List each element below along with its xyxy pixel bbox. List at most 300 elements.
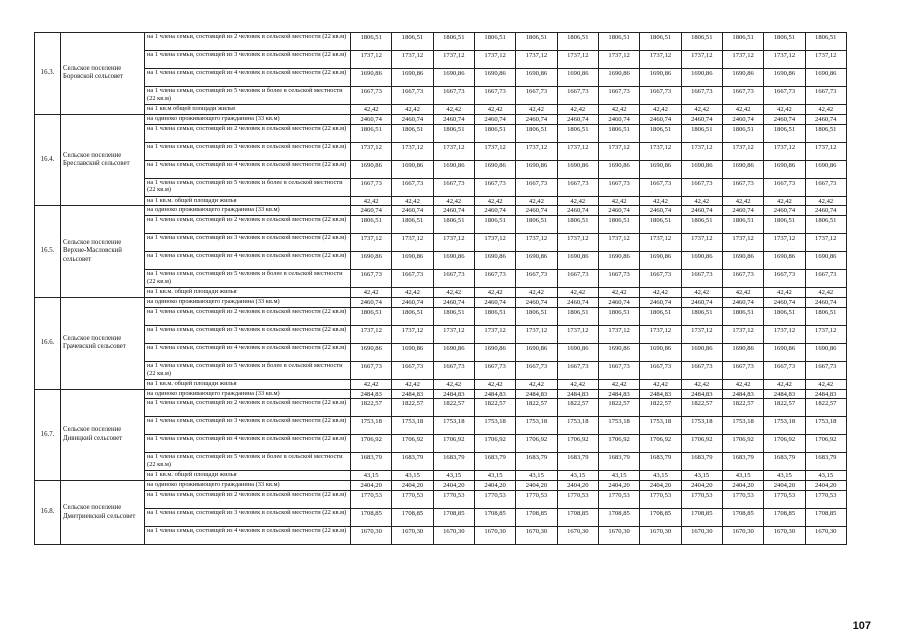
month-value-cell: 1706,92 [557, 435, 598, 453]
norm-description: на 1 члена семьи, состоящей из 2 человек в сельской местности (22 кв.м) [145, 307, 351, 325]
month-value-cell: 1690,86 [516, 160, 557, 178]
month-value-cell: 2404,20 [516, 481, 557, 491]
settlement-number: 16.3. [35, 33, 61, 115]
month-value-cell: 1708,85 [516, 508, 557, 526]
month-value-cell: 1667,73 [598, 178, 639, 196]
month-value-cell: 1667,73 [764, 361, 805, 379]
month-value-cell: 1806,51 [805, 124, 846, 142]
month-value-cell: 42,42 [516, 379, 557, 389]
table-row [35, 325, 847, 343]
month-value-cell: 1667,73 [557, 87, 598, 105]
month-value-cell: 1806,51 [640, 216, 681, 234]
month-value-cell: 1806,51 [433, 124, 474, 142]
month-value-cell: 43,15 [433, 471, 474, 481]
month-value-cell: 1670,30 [764, 526, 805, 544]
month-value-cell: 1667,73 [433, 87, 474, 105]
month-value-cell: 1667,73 [681, 270, 722, 288]
month-value-cell: 1683,79 [805, 453, 846, 471]
month-value-cell: 1690,86 [474, 160, 515, 178]
month-value-cell: 42,42 [722, 196, 763, 206]
table-row [35, 435, 847, 453]
month-value-cell: 1690,86 [640, 69, 681, 87]
month-value-cell: 1667,73 [433, 270, 474, 288]
month-value-cell: 43,15 [764, 471, 805, 481]
month-value-cell: 1690,86 [722, 69, 763, 87]
month-value-cell: 2460,74 [681, 114, 722, 124]
month-value-cell: 42,42 [681, 288, 722, 298]
month-value-cell: 1737,12 [474, 325, 515, 343]
month-value-cell: 1806,51 [516, 307, 557, 325]
month-value-cell: 1690,86 [640, 160, 681, 178]
month-value-cell: 1667,73 [681, 361, 722, 379]
settlement-number: 16.8. [35, 481, 61, 545]
month-value-cell: 2404,20 [805, 481, 846, 491]
month-value-cell: 42,42 [351, 379, 392, 389]
month-value-cell: 1690,86 [557, 160, 598, 178]
month-value-cell: 1683,79 [516, 453, 557, 471]
month-value-cell: 1806,51 [474, 307, 515, 325]
month-value-cell: 1690,86 [640, 343, 681, 361]
table-row [35, 105, 847, 115]
month-value-cell: 1806,51 [805, 307, 846, 325]
month-value-cell: 1667,73 [764, 178, 805, 196]
month-value-cell: 1806,51 [598, 307, 639, 325]
month-value-cell: 42,42 [805, 379, 846, 389]
month-value-cell: 1690,86 [764, 252, 805, 270]
month-value-cell: 1670,30 [805, 526, 846, 544]
month-value-cell: 42,42 [392, 379, 433, 389]
month-value-cell: 1806,51 [805, 216, 846, 234]
month-value-cell: 1708,85 [681, 508, 722, 526]
month-value-cell: 1806,51 [474, 216, 515, 234]
month-value-cell: 2484,83 [351, 389, 392, 399]
month-value-cell: 1690,86 [351, 252, 392, 270]
month-value-cell: 2460,74 [433, 114, 474, 124]
month-value-cell: 1690,86 [516, 252, 557, 270]
table-row [35, 160, 847, 178]
norm-description: на 1 члена семьи, состоящей из 2 человек в сельской местности (22 кв.м) [145, 399, 351, 417]
month-value-cell: 2460,74 [433, 206, 474, 216]
housing-cost-table [34, 32, 847, 545]
norm-description: на 1 члена семьи, состоящей из 4 человек в сельской местности (22 кв.м) [145, 435, 351, 453]
settlement-name: Сельское поселение Дмитриевский сельсовет [61, 481, 145, 545]
norm-description: на одиноко проживающего гражданина (33 кв.м) [145, 114, 351, 124]
month-value-cell: 1667,73 [474, 361, 515, 379]
month-value-cell: 1753,18 [474, 417, 515, 435]
month-value-cell: 1670,30 [598, 526, 639, 544]
month-value-cell: 1737,12 [516, 325, 557, 343]
month-value-cell: 1737,12 [722, 325, 763, 343]
month-value-cell: 42,42 [640, 379, 681, 389]
month-value-cell: 1753,18 [681, 417, 722, 435]
month-value-cell: 1690,86 [474, 69, 515, 87]
table-row [35, 453, 847, 471]
month-value-cell: 2460,74 [433, 297, 474, 307]
table-row [35, 481, 847, 491]
month-value-cell: 2460,74 [722, 206, 763, 216]
month-value-cell: 2484,83 [557, 389, 598, 399]
month-value-cell: 2460,74 [598, 114, 639, 124]
month-value-cell: 1706,92 [722, 435, 763, 453]
month-value-cell: 1708,85 [764, 508, 805, 526]
month-value-cell: 1667,73 [805, 178, 846, 196]
table-row [35, 508, 847, 526]
norm-description: на 1 члена семьи, состоящей из 2 человек в сельской местности (22 кв.м) [145, 216, 351, 234]
month-value-cell: 1667,73 [764, 270, 805, 288]
table-row [35, 297, 847, 307]
month-value-cell: 1667,73 [640, 178, 681, 196]
norm-description: на 1 члена семьи, состоящей из 5 человек и более в сельской местности (22 кв.м) [145, 270, 351, 288]
month-value-cell: 1737,12 [722, 234, 763, 252]
month-value-cell: 2484,83 [722, 389, 763, 399]
month-value-cell: 1737,12 [392, 142, 433, 160]
month-value-cell: 42,42 [433, 105, 474, 115]
month-value-cell: 1690,86 [516, 69, 557, 87]
month-value-cell: 1667,73 [557, 361, 598, 379]
norm-description: на 1 кв.м. общей площади жилья [145, 379, 351, 389]
month-value-cell: 2484,83 [805, 389, 846, 399]
norm-description: на одиноко проживающего гражданина (33 кв.м) [145, 297, 351, 307]
month-value-cell: 2484,83 [516, 389, 557, 399]
month-value-cell: 2460,74 [681, 206, 722, 216]
month-value-cell: 42,42 [474, 196, 515, 206]
month-value-cell: 1690,86 [392, 160, 433, 178]
month-value-cell: 43,15 [640, 471, 681, 481]
month-value-cell: 1690,86 [351, 343, 392, 361]
month-value-cell: 2460,74 [392, 206, 433, 216]
month-value-cell: 1690,86 [722, 252, 763, 270]
month-value-cell: 2484,83 [433, 389, 474, 399]
month-value-cell: 1822,57 [557, 399, 598, 417]
month-value-cell: 1737,12 [598, 234, 639, 252]
month-value-cell: 1737,12 [764, 234, 805, 252]
month-value-cell: 1670,30 [640, 526, 681, 544]
month-value-cell: 1667,73 [640, 87, 681, 105]
table-row [35, 51, 847, 69]
month-value-cell: 1683,79 [598, 453, 639, 471]
month-value-cell: 1690,86 [805, 160, 846, 178]
month-value-cell: 1667,73 [681, 178, 722, 196]
month-value-cell: 2404,20 [433, 481, 474, 491]
table-row [35, 490, 847, 508]
month-value-cell: 1737,12 [681, 51, 722, 69]
table-row [35, 288, 847, 298]
month-value-cell: 1667,73 [557, 178, 598, 196]
table-row [35, 471, 847, 481]
norm-description: на 1 кв.м. общей площади жилья [145, 471, 351, 481]
month-value-cell: 1690,86 [392, 343, 433, 361]
month-value-cell: 2404,20 [351, 481, 392, 491]
month-value-cell: 2460,74 [557, 297, 598, 307]
month-value-cell: 1737,12 [722, 51, 763, 69]
month-value-cell: 1737,12 [516, 142, 557, 160]
month-value-cell: 2404,20 [764, 481, 805, 491]
month-value-cell: 1737,12 [474, 142, 515, 160]
month-value-cell: 1690,86 [392, 252, 433, 270]
month-value-cell: 2404,20 [598, 481, 639, 491]
month-value-cell: 1670,30 [392, 526, 433, 544]
month-value-cell: 1806,51 [764, 124, 805, 142]
table-body [35, 33, 847, 545]
month-value-cell: 1667,73 [392, 87, 433, 105]
month-value-cell: 1737,12 [681, 234, 722, 252]
month-value-cell: 42,42 [557, 288, 598, 298]
month-value-cell: 1706,92 [805, 435, 846, 453]
month-value-cell: 1806,51 [557, 124, 598, 142]
month-value-cell: 1667,73 [805, 87, 846, 105]
month-value-cell: 1690,86 [557, 69, 598, 87]
norm-description: на 1 члена семьи, состоящей из 4 человек в сельской местности (22 кв.м) [145, 69, 351, 87]
month-value-cell: 1806,51 [351, 216, 392, 234]
month-value-cell: 1806,51 [516, 216, 557, 234]
norm-description: на 1 члена семьи, состоящей из 5 человек и более в сельской местности (22 кв.м) [145, 361, 351, 379]
settlement-number: 16.7. [35, 389, 61, 481]
month-value-cell: 1806,51 [722, 216, 763, 234]
month-value-cell: 1690,86 [598, 252, 639, 270]
month-value-cell: 42,42 [557, 379, 598, 389]
month-value-cell: 42,42 [681, 379, 722, 389]
month-value-cell: 1690,86 [681, 69, 722, 87]
month-value-cell: 1737,12 [805, 325, 846, 343]
norm-description: на 1 члена семьи, состоящей из 3 человек в сельской местности (22 кв.м) [145, 142, 351, 160]
norm-description: на 1 кв.м общей площади жилья [145, 105, 351, 115]
table-row [35, 124, 847, 142]
month-value-cell: 43,15 [516, 471, 557, 481]
month-value-cell: 1667,73 [598, 361, 639, 379]
month-value-cell: 43,15 [351, 471, 392, 481]
month-value-cell: 42,42 [433, 288, 474, 298]
month-value-cell: 2404,20 [681, 481, 722, 491]
month-value-cell: 42,42 [764, 105, 805, 115]
month-value-cell: 1690,86 [764, 69, 805, 87]
month-value-cell: 1822,57 [392, 399, 433, 417]
month-value-cell: 1667,73 [474, 178, 515, 196]
settlement-name: Сельское поселение Дивицкий сельсовет [61, 389, 145, 481]
month-value-cell: 1737,12 [351, 51, 392, 69]
month-value-cell: 1690,86 [351, 69, 392, 87]
month-value-cell: 1806,51 [805, 33, 846, 51]
month-value-cell: 2460,74 [722, 114, 763, 124]
month-value-cell: 1667,73 [351, 270, 392, 288]
month-value-cell: 1806,51 [640, 124, 681, 142]
norm-description: на одиноко проживающего гражданина (33 кв.м) [145, 389, 351, 399]
month-value-cell: 2484,83 [598, 389, 639, 399]
month-value-cell: 1690,86 [598, 69, 639, 87]
month-value-cell: 1667,73 [805, 270, 846, 288]
month-value-cell: 1737,12 [598, 142, 639, 160]
month-value-cell: 1667,73 [392, 270, 433, 288]
norm-description: на 1 члена семьи, состоящей из 3 человек в сельской местности (22 кв.м) [145, 234, 351, 252]
month-value-cell: 1770,53 [474, 490, 515, 508]
month-value-cell: 1683,79 [351, 453, 392, 471]
month-value-cell: 1737,12 [474, 234, 515, 252]
month-value-cell: 42,42 [351, 196, 392, 206]
norm-description: на 1 члена семьи, состоящей из 2 человек в сельской местности (22 кв.м) [145, 490, 351, 508]
month-value-cell: 1690,86 [681, 160, 722, 178]
month-value-cell: 2460,74 [598, 206, 639, 216]
month-value-cell: 2460,74 [598, 297, 639, 307]
month-value-cell: 1737,12 [764, 51, 805, 69]
norm-description: на 1 члена семьи, состоящей из 5 человек и более в сельской местности (22 кв.м) [145, 87, 351, 105]
month-value-cell: 42,42 [598, 379, 639, 389]
month-value-cell: 1737,12 [351, 234, 392, 252]
month-value-cell: 1683,79 [392, 453, 433, 471]
month-value-cell: 42,42 [764, 379, 805, 389]
month-value-cell: 1806,51 [474, 33, 515, 51]
month-value-cell: 1683,79 [764, 453, 805, 471]
month-value-cell: 1667,73 [433, 361, 474, 379]
month-value-cell: 1667,73 [516, 87, 557, 105]
month-value-cell: 42,42 [516, 288, 557, 298]
month-value-cell: 1690,86 [764, 160, 805, 178]
month-value-cell: 1690,86 [433, 160, 474, 178]
month-value-cell: 1737,12 [557, 142, 598, 160]
month-value-cell: 1706,92 [516, 435, 557, 453]
month-value-cell: 42,42 [516, 196, 557, 206]
month-value-cell: 1706,92 [433, 435, 474, 453]
month-value-cell: 1667,73 [392, 361, 433, 379]
table-row [35, 270, 847, 288]
month-value-cell: 42,42 [722, 105, 763, 115]
month-value-cell: 1670,30 [681, 526, 722, 544]
month-value-cell: 2460,74 [805, 114, 846, 124]
month-value-cell: 2484,83 [640, 389, 681, 399]
month-value-cell: 1806,51 [681, 33, 722, 51]
month-value-cell: 42,42 [474, 288, 515, 298]
month-value-cell: 1737,12 [640, 234, 681, 252]
month-value-cell: 1770,53 [557, 490, 598, 508]
month-value-cell: 1737,12 [433, 234, 474, 252]
month-value-cell: 1822,57 [722, 399, 763, 417]
month-value-cell: 1683,79 [681, 453, 722, 471]
price-table-sheet [34, 32, 846, 545]
month-value-cell: 1683,79 [474, 453, 515, 471]
month-value-cell: 1770,53 [640, 490, 681, 508]
norm-description: на 1 члена семьи, состоящей из 4 человек в сельской местности (22 кв.м) [145, 526, 351, 544]
table-row [35, 142, 847, 160]
month-value-cell: 1737,12 [640, 51, 681, 69]
month-value-cell: 1690,86 [640, 252, 681, 270]
month-value-cell: 2460,74 [640, 297, 681, 307]
month-value-cell: 1806,51 [392, 307, 433, 325]
month-value-cell: 1690,86 [681, 343, 722, 361]
month-value-cell: 43,15 [722, 471, 763, 481]
month-value-cell: 1708,85 [351, 508, 392, 526]
month-value-cell: 1753,18 [640, 417, 681, 435]
month-value-cell: 1822,57 [516, 399, 557, 417]
month-value-cell: 1706,92 [598, 435, 639, 453]
month-value-cell: 1753,18 [433, 417, 474, 435]
month-value-cell: 1822,57 [598, 399, 639, 417]
month-value-cell: 1690,86 [351, 160, 392, 178]
table-row [35, 417, 847, 435]
month-value-cell: 43,15 [557, 471, 598, 481]
month-value-cell: 42,42 [516, 105, 557, 115]
month-value-cell: 1737,12 [351, 325, 392, 343]
month-value-cell: 1667,73 [351, 178, 392, 196]
month-value-cell: 42,42 [764, 288, 805, 298]
month-value-cell: 43,15 [392, 471, 433, 481]
month-value-cell: 1737,12 [764, 325, 805, 343]
month-value-cell: 1753,18 [516, 417, 557, 435]
month-value-cell: 1822,57 [351, 399, 392, 417]
month-value-cell: 2460,74 [474, 114, 515, 124]
month-value-cell: 1708,85 [598, 508, 639, 526]
month-value-cell: 1708,85 [557, 508, 598, 526]
month-value-cell: 1737,12 [640, 325, 681, 343]
month-value-cell: 1806,51 [681, 307, 722, 325]
table-row [35, 33, 847, 51]
month-value-cell: 1670,30 [516, 526, 557, 544]
month-value-cell: 1708,85 [805, 508, 846, 526]
table-row [35, 252, 847, 270]
month-value-cell: 43,15 [474, 471, 515, 481]
month-value-cell: 1670,30 [474, 526, 515, 544]
table-row [35, 216, 847, 234]
month-value-cell: 1690,86 [474, 343, 515, 361]
month-value-cell: 1753,18 [351, 417, 392, 435]
month-value-cell: 1667,73 [722, 178, 763, 196]
month-value-cell: 1690,86 [433, 69, 474, 87]
norm-description: на 1 члена семьи, состоящей из 5 человек и более в сельской местности (22 кв.м) [145, 178, 351, 196]
norm-description: на одиноко проживающего гражданина (33 кв.м) [145, 481, 351, 491]
month-value-cell: 1770,53 [433, 490, 474, 508]
month-value-cell: 1667,73 [640, 270, 681, 288]
month-value-cell: 2404,20 [722, 481, 763, 491]
month-value-cell: 1806,51 [392, 216, 433, 234]
month-value-cell: 1737,12 [351, 142, 392, 160]
settlement-number: 16.5. [35, 206, 61, 298]
month-value-cell: 1770,53 [805, 490, 846, 508]
month-value-cell: 1753,18 [805, 417, 846, 435]
month-value-cell: 42,42 [640, 105, 681, 115]
month-value-cell: 42,42 [805, 105, 846, 115]
month-value-cell: 1706,92 [474, 435, 515, 453]
month-value-cell: 1737,12 [557, 325, 598, 343]
month-value-cell: 1806,51 [557, 307, 598, 325]
month-value-cell: 42,42 [598, 105, 639, 115]
table-row [35, 361, 847, 379]
month-value-cell: 1683,79 [433, 453, 474, 471]
month-value-cell: 1737,12 [516, 234, 557, 252]
month-value-cell: 1753,18 [598, 417, 639, 435]
table-row [35, 399, 847, 417]
month-value-cell: 1806,51 [640, 307, 681, 325]
norm-description: на 1 члена семьи, состоящей из 2 человек в сельской местности (22 кв.м) [145, 124, 351, 142]
month-value-cell: 1690,86 [516, 343, 557, 361]
month-value-cell: 1690,86 [392, 69, 433, 87]
month-value-cell: 1770,53 [598, 490, 639, 508]
month-value-cell: 1737,12 [433, 51, 474, 69]
month-value-cell: 42,42 [681, 196, 722, 206]
month-value-cell: 1708,85 [640, 508, 681, 526]
month-value-cell: 1806,51 [598, 33, 639, 51]
month-value-cell: 43,15 [805, 471, 846, 481]
month-value-cell: 1667,73 [805, 361, 846, 379]
month-value-cell: 2460,74 [640, 114, 681, 124]
month-value-cell: 2484,83 [681, 389, 722, 399]
month-value-cell: 2460,74 [640, 206, 681, 216]
month-value-cell: 1822,57 [640, 399, 681, 417]
month-value-cell: 1806,51 [598, 124, 639, 142]
month-value-cell: 1706,92 [392, 435, 433, 453]
norm-description: на 1 члена семьи, состоящей из 2 человек в сельской местности (22 кв.м) [145, 33, 351, 51]
month-value-cell: 42,42 [351, 105, 392, 115]
month-value-cell: 2460,74 [392, 297, 433, 307]
month-value-cell: 42,42 [764, 196, 805, 206]
month-value-cell: 1667,73 [764, 87, 805, 105]
month-value-cell: 1806,51 [722, 33, 763, 51]
